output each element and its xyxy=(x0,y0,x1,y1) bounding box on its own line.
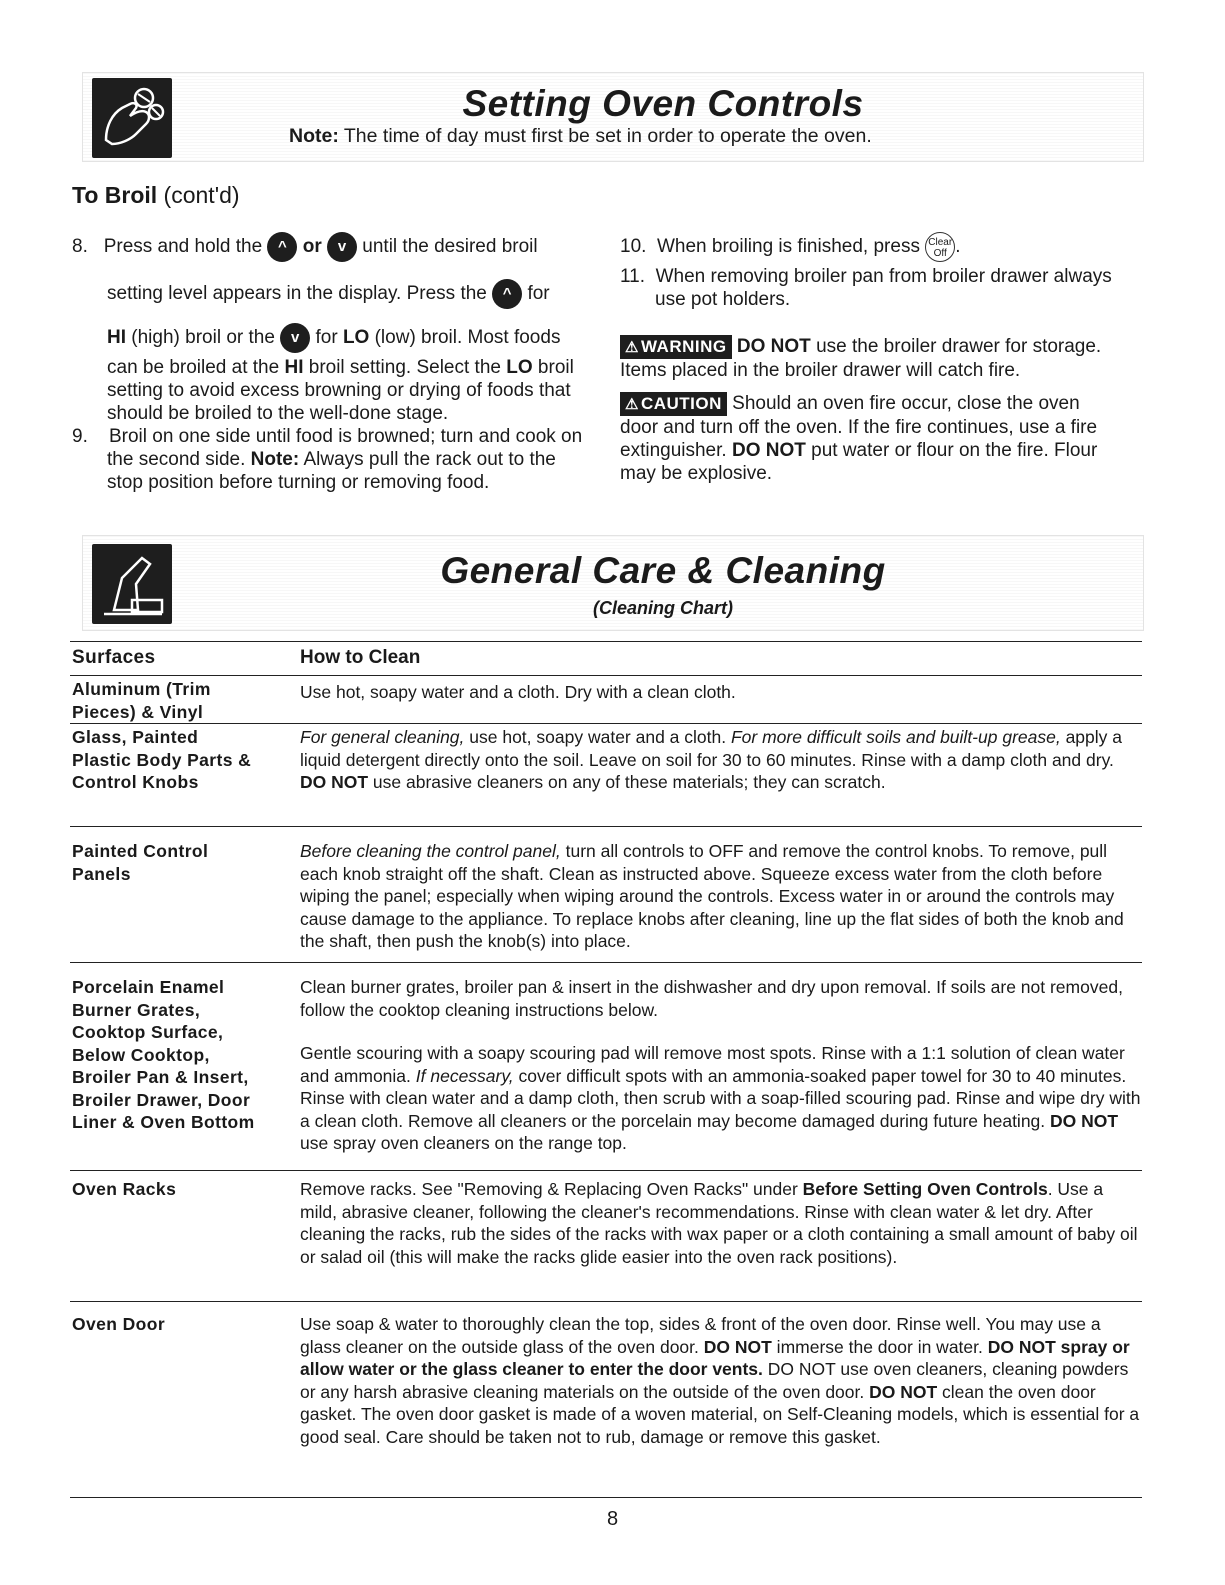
warning-notice: ⚠ WARNING DO NOT use the broiler drawer for storage. Items placed in the broiler drawer will catch fire. xyxy=(620,336,1102,381)
warning-badge: ⚠ WARNING xyxy=(620,335,732,359)
column-header-how-to-clean: How to Clean xyxy=(300,647,421,668)
table-rule xyxy=(70,1497,1142,1498)
cleaning-spray-icon xyxy=(92,544,172,624)
table-rule xyxy=(70,1301,1142,1302)
caution-notice: ⚠ CAUTION Should an oven fire occur, close the oven door and turn off the oven. If the fire continues, use a fire extinguisher. DO NOT put water or flour on the fire. Flour may be explosive. xyxy=(620,393,1098,484)
section-subtitle: (Cleaning Chart) xyxy=(592,598,733,618)
section-title: Setting Oven Controls xyxy=(462,83,864,124)
table-row-instructions: For general cleaning, use hot, soapy water and a cloth. For more difficult soils and built-up grease, apply a liquid detergent directly onto the soil. Leave on soil for 30 to 60 minutes. Rinse with a damp cloth and dry. DO NOT use abrasive cleaners on any of these materials; they can scratch. xyxy=(300,727,1122,792)
steps-right-column xyxy=(620,230,1130,485)
table-row-instructions: Use hot, soapy water and a cloth. Dry with a clean cloth. xyxy=(300,682,736,702)
table-rule xyxy=(70,1170,1142,1171)
warning-triangle-icon: ⚠ xyxy=(625,339,639,356)
table-row-surface: Glass, Painted Plastic Body Parts & Control Knobs xyxy=(72,727,252,792)
section-note: Note: The time of day must first be set in order to operate the oven. xyxy=(289,125,872,147)
step-10: 10. When broiling is finished, press Clear Off . xyxy=(620,230,1130,263)
table-row-surface: Oven Door xyxy=(72,1314,166,1334)
table-row-surface: Painted Control Panels xyxy=(72,841,209,884)
table-row-surface: Aluminum (Trim Pieces) & Vinyl xyxy=(72,679,211,722)
table-rule xyxy=(70,641,1142,642)
table-rule xyxy=(70,675,1142,676)
down-arrow-button-icon: v xyxy=(280,323,310,353)
table-row-instructions: Before cleaning the control panel, turn all controls to OFF and remove the control knobs. To remove, pull each knob straight off the shaft. Clean as instructed above. Squeeze excess water from the cloth before wiping the panel; especially when wiping around the controls. Excess water in or around the controls may cause damage to the appliance. To replace knobs after cleaning, line up the flat sides of both the knob and the shaft, then push the knob(s) into place. xyxy=(300,841,1124,951)
clear-off-button-icon: Clear Off xyxy=(925,232,955,262)
page-number: 8 xyxy=(606,1508,619,1530)
table-row-instructions: Clean burner grates, broiler pan & insert in the dishwasher and dry upon removal. If soils are not removed, follow the cooktop cleaning instructions below. Gentle scouring with a soapy scouring pad will remove most spots. Rinse with a 1:1 solution of clean water and ammonia. If necessary, cover difficult spots with an ammonia-soaked paper towel for 30 to 40 minutes. Rinse with clean water and a damp cloth, then scrub with a soap-filled scouring pad. Rinse and wipe dry with a clean cloth. Remove all cleaners or the porcelain may become damaged during future heating. DO NOT use spray oven cleaners on the range top. xyxy=(300,977,1141,1153)
table-rule xyxy=(70,826,1142,827)
step-8: 8. Press and hold the ^ or v until the desired broil setting level appears in the display. Press the ^ for HI (high) broil or the v for LO (low) broil. Most foods can be broiled at the HI broil setting. Select the LO broil setting to avoid excess browning or drying of foods that should be broiled to the well-done stage. 9. Broil on one side until food is browned; turn and cook on the second side. Note: Always pull the rack out to the stop position before turning or removing food. xyxy=(72,230,602,494)
table-rule xyxy=(70,723,1142,724)
step-11: 11. When removing broiler pan from broiler drawer always use pot holders. xyxy=(620,266,1112,310)
down-arrow-button-icon: v xyxy=(327,232,357,262)
table-row-instructions: Use soap & water to thoroughly clean the top, sides & front of the oven door. Rinse well. You may use a glass cleaner on the outside glass of the oven door. DO NOT immerse the door in water. DO NOT spray or allow water or the glass cleaner to enter the door vents. DO NOT use oven cleaners, cleaning powders or any harsh abrasive cleaning materials on the outside of the oven door. DO NOT clean the oven door gasket. The oven door gasket is made of a woven material, on Self-Cleaning models, which is essential for a good seal. Care should be taken not to rub, damage or remove this gasket. xyxy=(300,1314,1140,1447)
column-header-surfaces: Surfaces xyxy=(72,647,156,668)
up-arrow-button-icon: ^ xyxy=(267,232,297,262)
warning-triangle-icon: ⚠ xyxy=(625,396,639,413)
table-rule xyxy=(70,962,1142,963)
table-row-surface: Oven Racks xyxy=(72,1179,177,1199)
table-row-surface: Porcelain Enamel Burner Grates, Cooktop Surface, Below Cooktop, Broiler Pan & Insert, Broiler Drawer, Door Liner & Oven Bottom xyxy=(72,977,255,1132)
table-row-instructions: Remove racks. See "Removing & Replacing Oven Racks" under Before Setting Oven Controls. Use a mild, abrasive cleaner, following the cleaner's recommendations. Rinse with clean water & let dry. After cleaning the racks, rub the sides of the racks with wax paper or a cloth containing a small amount of baby oil or salad oil (this will make the racks glide easier into the oven rack positions). xyxy=(300,1179,1138,1267)
up-arrow-button-icon: ^ xyxy=(492,279,522,309)
caution-badge: ⚠ CAUTION xyxy=(620,392,727,416)
section-title: General Care & Cleaning xyxy=(440,550,886,591)
hand-controls-icon xyxy=(92,78,172,158)
section-banner-general-care xyxy=(82,535,1144,631)
subsection-title: To Broil (cont'd) xyxy=(72,182,240,208)
section-banner-setting-oven-controls xyxy=(82,72,1144,162)
